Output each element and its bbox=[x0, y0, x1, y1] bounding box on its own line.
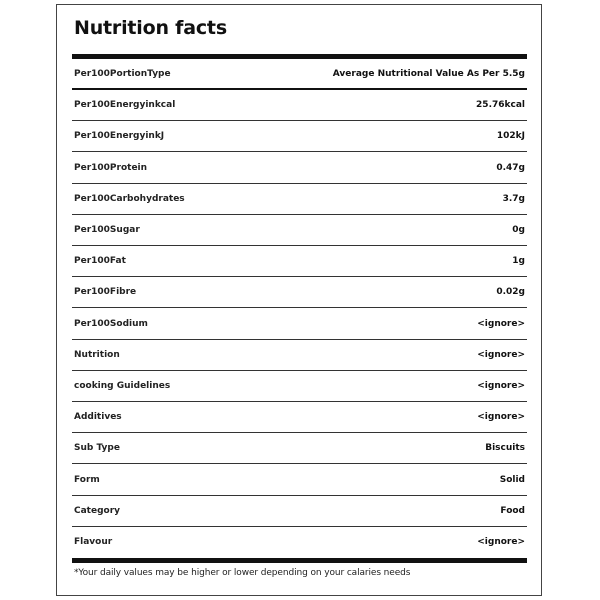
row-label: Per100PortionType bbox=[74, 69, 171, 79]
bottom-divider-bar bbox=[72, 558, 527, 563]
row-value: <ignore> bbox=[477, 350, 525, 360]
row-label: Flavour bbox=[74, 537, 113, 547]
row-label: Per100Energyinkcal bbox=[74, 100, 176, 110]
table-row-sodium bbox=[72, 309, 527, 340]
table-row-category bbox=[72, 496, 527, 527]
table-row-sugar bbox=[72, 215, 527, 246]
row-value: <ignore> bbox=[477, 412, 525, 422]
row-value: Average Nutritional Value As Per 5.5g bbox=[332, 69, 525, 79]
row-label: Per100EnergyinkJ bbox=[74, 131, 165, 141]
row-label: Per100Sodium bbox=[74, 319, 148, 329]
row-value: <ignore> bbox=[477, 537, 525, 547]
row-label: Additives bbox=[74, 412, 122, 422]
nutrition-table bbox=[72, 59, 527, 558]
row-label: cooking Guidelines bbox=[74, 381, 171, 391]
footnote: *Your daily values may be higher or lower depending on your calaries needs bbox=[74, 568, 411, 578]
table-row-nutrition bbox=[72, 340, 527, 371]
row-value: 102kJ bbox=[496, 131, 525, 141]
row-value: Biscuits bbox=[485, 443, 525, 453]
table-row-energy-kcal bbox=[72, 90, 527, 121]
nutrition-facts-panel bbox=[56, 4, 542, 596]
table-row-cooking-guidelines bbox=[72, 371, 527, 402]
row-label: Per100Carbohydrates bbox=[74, 194, 185, 204]
table-row-portion-type bbox=[72, 59, 527, 90]
row-value: 25.76kcal bbox=[476, 100, 525, 110]
row-label: Per100Fat bbox=[74, 256, 126, 266]
row-label: Per100Protein bbox=[74, 163, 148, 173]
panel-title: Nutrition facts bbox=[74, 17, 227, 39]
row-value: <ignore> bbox=[477, 319, 525, 329]
row-value: 0.47g bbox=[496, 163, 525, 173]
table-row-energy-kj bbox=[72, 121, 527, 152]
row-value: 0g bbox=[512, 225, 525, 235]
table-row-form bbox=[72, 465, 527, 496]
row-value: Food bbox=[500, 506, 525, 516]
row-value: 1g bbox=[512, 256, 525, 266]
table-row-carbohydrates bbox=[72, 184, 527, 215]
row-label: Sub Type bbox=[74, 443, 120, 453]
table-row-additives bbox=[72, 402, 527, 433]
row-label: Form bbox=[74, 475, 100, 485]
row-label: Category bbox=[74, 506, 121, 516]
row-value: 0.02g bbox=[496, 287, 525, 297]
table-row-protein bbox=[72, 153, 527, 184]
table-row-fat bbox=[72, 246, 527, 277]
table-row-sub-type bbox=[72, 433, 527, 464]
row-value: 3.7g bbox=[502, 194, 525, 204]
table-row-fibre bbox=[72, 277, 527, 308]
table-row-flavour bbox=[72, 527, 527, 558]
row-label: Per100Sugar bbox=[74, 225, 140, 235]
row-value: <ignore> bbox=[477, 381, 525, 391]
row-value: Solid bbox=[499, 475, 525, 485]
row-label: Per100Fibre bbox=[74, 287, 137, 297]
row-label: Nutrition bbox=[74, 350, 120, 360]
